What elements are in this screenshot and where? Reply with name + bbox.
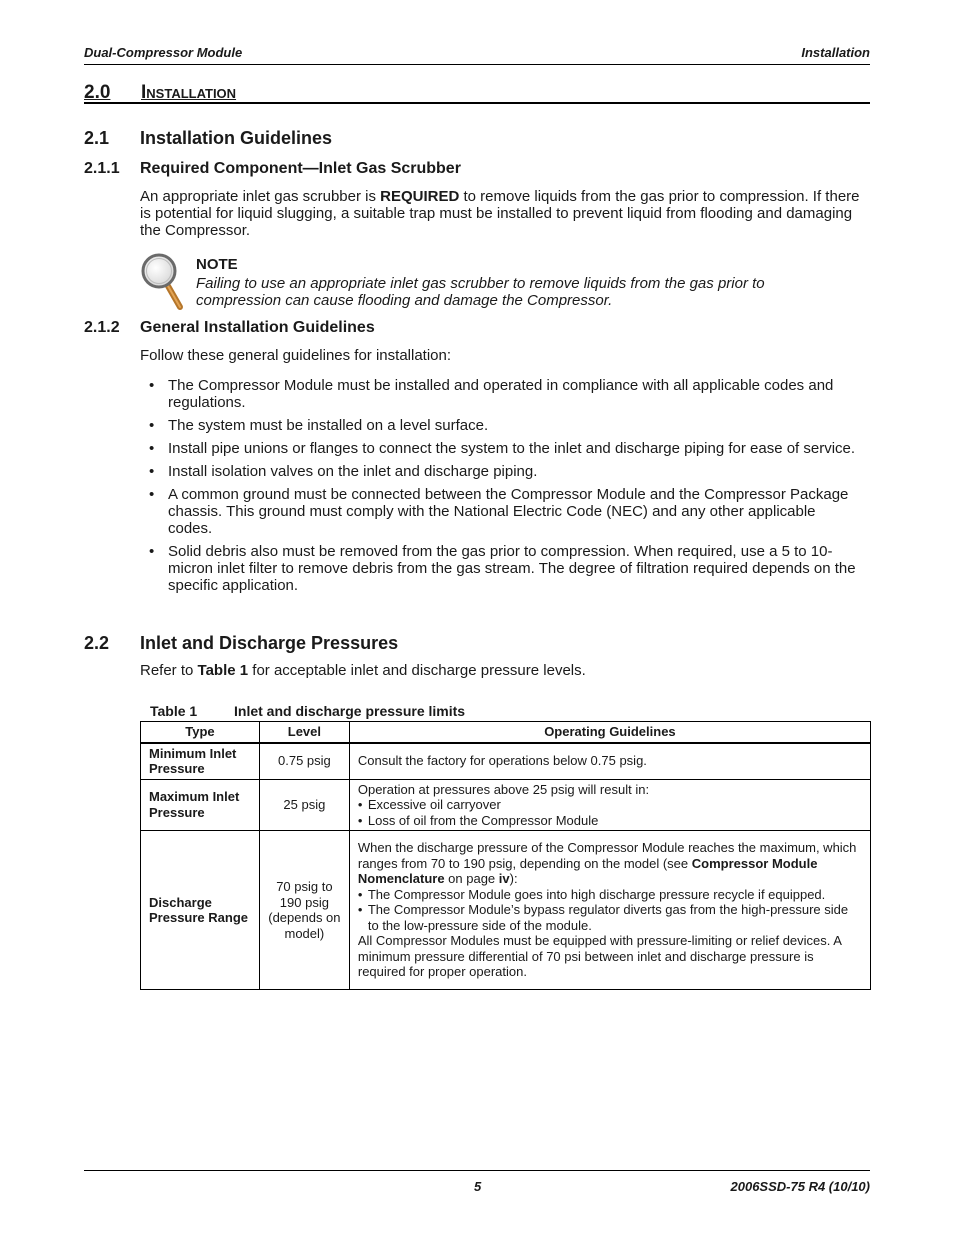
- section-number: 2.0: [84, 82, 111, 103]
- row-type: Minimum Inlet Pressure: [141, 743, 260, 780]
- row-level: 70 psig to 190 psig (depends on model): [259, 831, 349, 990]
- heading-2-1-1-title: Required Component—Inlet Gas Scrubber: [140, 160, 461, 177]
- heading-2-1-2-number: 2.1.2: [84, 319, 120, 336]
- column-header-level: Level: [259, 722, 349, 743]
- footer-rule: [84, 1170, 870, 1171]
- running-header-left: Dual-Compressor Module: [84, 45, 243, 60]
- row-type: Maximum Inlet Pressure: [141, 779, 260, 831]
- column-header-guidelines: Operating Guidelines: [349, 722, 870, 743]
- heading-2-1-title: Installation Guidelines: [140, 128, 333, 148]
- list-item: • Install pipe unions or flanges to connect the system to the inlet and discharge piping for ease of service.: [140, 440, 862, 457]
- table-caption: Inlet and discharge pressure limits: [234, 703, 466, 719]
- row-guidelines: [349, 831, 870, 990]
- column-header-type: Type: [141, 722, 260, 743]
- heading-2-2-title: Inlet and Discharge Pressures: [140, 633, 399, 653]
- section-title: Installation: [141, 82, 237, 103]
- scrubber-paragraph: An appropriate inlet gas scrubber is REQUIRED to remove liquids from the gas prior to compression. If there is potential for liquid slugging, a suitable trap must be installed to prevent liquid from flooding and damaging the Compressor.: [140, 188, 860, 239]
- heading-2-1-number: 2.1: [84, 128, 110, 148]
- guideline-item: • The Compressor Module goes into high discharge pressure recycle if equipped.: [358, 887, 862, 903]
- guideline-closing: All Compressor Modules must be equipped with pressure-limiting or relief devices. A minimum pressure differential of 70 psi between inlet and discharge pressure is required for proper operation.: [357, 933, 842, 980]
- row-guidelines: [349, 779, 870, 831]
- guideline-intro: When the discharge pressure of the Compressor Module reaches the maximum, which ranges from 70 to 190 psig, depending on the model (see Compressor Module Nomenclature on page iv):: [357, 840, 857, 887]
- table-header-row: [141, 722, 871, 743]
- row-level: 25 psig: [259, 779, 349, 831]
- row-level: 0.75 psig: [259, 743, 349, 780]
- row-type: Discharge Pressure Range: [141, 831, 260, 990]
- pressures-paragraph: Refer to Table 1 for acceptable inlet and discharge pressure levels.: [140, 662, 586, 679]
- heading-2-2-number: 2.2: [84, 633, 110, 653]
- guidelines-list: [140, 377, 862, 600]
- row-guidelines: Consult the factory for operations below 0.75 psig.: [349, 743, 870, 780]
- list-item: • The Compressor Module must be installed and operated in compliance with all applicable codes and regulations.: [140, 377, 862, 411]
- heading-2-1-2-title: General Installation Guidelines: [140, 319, 375, 336]
- table-row: [141, 743, 871, 780]
- table-row: [141, 779, 871, 831]
- list-item: • Install isolation valves on the inlet and discharge piping.: [140, 463, 862, 480]
- pressure-limits-table: [140, 721, 871, 990]
- heading-2-1-1-number: 2.1.1: [84, 160, 120, 177]
- note-label: NOTE: [196, 256, 238, 273]
- header-rule: [84, 64, 870, 65]
- section-heading: [84, 82, 870, 104]
- running-header-right: Installation: [801, 45, 870, 60]
- guideline-item: • Loss of oil from the Compressor Module: [358, 813, 862, 829]
- document-id: 2006SSD-75 R4 (10/10): [730, 1179, 870, 1194]
- page-number: 5: [474, 1179, 482, 1194]
- guideline-intro: Operation at pressures above 25 psig will result in:: [357, 781, 650, 797]
- table-label: Table 1: [150, 703, 198, 719]
- table-row: [141, 831, 871, 990]
- list-item: • The system must be installed on a level surface.: [140, 417, 862, 434]
- list-item: • Solid debris also must be removed from the gas prior to compression. When required, use a 5 to 10-micron inlet filter to remove debris from the gas stream. The degree of filtration required depends on the specific application.: [140, 543, 862, 594]
- guidelines-intro: Follow these general guidelines for installation:: [140, 347, 452, 364]
- list-item: • A common ground must be connected between the Compressor Module and the Compressor Package chassis. This ground must comply with the National Electric Code (NEC) and any other applicable codes.: [140, 486, 862, 537]
- guideline-item: • Excessive oil carryover: [358, 797, 862, 813]
- note-text: Failing to use an appropriate inlet gas scrubber to remove liquids from the gas prior to compression can cause flooding and damage the Compressor.: [196, 275, 765, 309]
- magnifier-icon: [140, 252, 186, 312]
- guideline-item: • The Compressor Module’s bypass regulator diverts gas from the high-pressure side to the low-pressure side of the module.: [358, 902, 862, 933]
